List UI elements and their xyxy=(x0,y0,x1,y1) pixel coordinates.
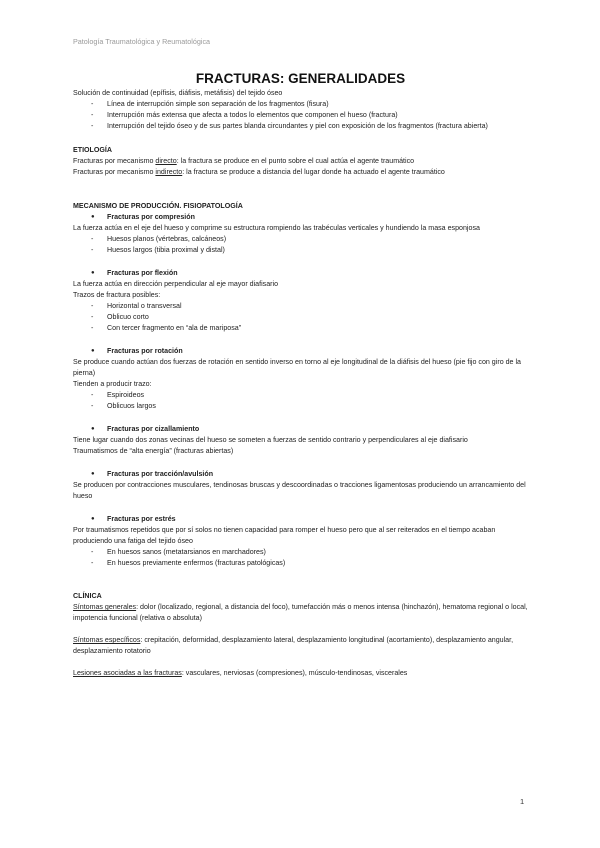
list-item: - Oblicuos largos xyxy=(91,401,528,412)
list-item: - Con tercer fragmento en “ala de mariposa” xyxy=(91,323,528,334)
page-number: 1 xyxy=(520,797,525,806)
cizallamiento-text-2: Traumatismos de “alta energía” (fracturas abiertas) xyxy=(73,447,234,455)
document-title: FRACTURAS: GENERALIDADES xyxy=(195,71,406,86)
traccion-heading: ● Fracturas por tracción/avulsión xyxy=(91,470,214,478)
rotacion-list xyxy=(73,390,528,412)
list-item: - Huesos largos (tibia proximal y distal) xyxy=(91,245,528,256)
list-item: - Espiroideos xyxy=(91,390,528,401)
intro-paragraph: Solución de continuidad (epífisis, diáfisis, metáfisis) del tejido óseo xyxy=(73,89,283,97)
bullet-icon: ● xyxy=(91,426,95,432)
mecanismo-heading: MECANISMO DE PRODUCCIÓN. FISIOPATOLOGÍA xyxy=(73,202,243,210)
list-item: - Horizontal o transversal xyxy=(91,301,528,312)
estres-list xyxy=(73,547,528,569)
cizallamiento-heading: ● Fracturas por cizallamiento xyxy=(91,425,200,433)
etiologia-direct: Fracturas por mecanismo directo: la fractura se produce en el punto sobre el cual actúa el agente traumático xyxy=(73,157,415,165)
flexion-text-2: Trazos de fractura posibles: xyxy=(73,291,161,299)
rotacion-text-2: Tienden a producir trazo: xyxy=(73,380,152,388)
list-item: - Huesos planos (vértebras, calcáneos) xyxy=(91,234,528,245)
list-item: - En huesos sanos (metatarsianos en marchadores) xyxy=(91,547,528,558)
list-item: - Línea de interrupción simple son separación de los fragmentos (fisura) xyxy=(91,99,528,110)
clinica-heading: CLÍNICA xyxy=(73,592,102,600)
cizallamiento-text: Tiene lugar cuando dos zonas vecinas del hueso se someten a fuerzas de sentido contrario y perpendiculares al eje diafisario xyxy=(73,436,468,444)
clinica-lesiones: Lesiones asociadas a las fracturas: vasculares, nerviosas (compresiones), músculo-tendinosas, viscerales xyxy=(73,669,408,677)
compresion-heading: ● Fracturas por compresión xyxy=(91,213,195,221)
flexion-text: La fuerza actúa en dirección perpendicular al eje mayor diafisario xyxy=(73,280,279,288)
list-item: - Interrupción del tejido óseo y de sus partes blanda circundantes y piel con exposición de los fragmentos (fractura abierta) xyxy=(91,121,528,132)
rotacion-text: Se produce cuando actúan dos fuerzas de rotación en sentido inverso en torno al eje longitudinal de la diáfisis del hueso (pie fijo con giro de la pierna) xyxy=(73,358,521,377)
running-header: Patología Traumatológica y Reumatológica xyxy=(73,37,211,46)
list-item: - Interrupción más extensa que afecta a todos lo elementos que componen el hueso (fractura) xyxy=(91,110,528,121)
underlined-term: Síntomas generales xyxy=(73,603,137,611)
list-item: - Oblicuo corto xyxy=(91,312,528,323)
underlined-term: directo xyxy=(155,157,177,165)
bullet-icon: ● xyxy=(91,348,95,354)
clinica-especificos: Síntomas específicos: crepitación, deformidad, desplazamiento lateral, desplazamiento longitudinal (acortamiento), desplazamiento angular, desplazamiento rotatorio xyxy=(73,636,514,655)
bullet-icon: ● xyxy=(91,270,95,276)
estres-heading: ● Fracturas por estrés xyxy=(91,515,176,523)
clinica-generales: Síntomas generales: dolor (localizado, regional, a distancia del foco), tumefacción más o menos intensa (hinchazón), hematoma regional o local, impotencia funcional (relativa o absoluta) xyxy=(73,603,528,622)
flexion-list xyxy=(73,301,528,334)
intro-list xyxy=(73,99,528,132)
underlined-term: Lesiones asociadas a las fracturas xyxy=(73,669,182,677)
rotacion-heading: ● Fracturas por rotación xyxy=(91,347,183,355)
estres-text: Por traumatismos repetidos que por sí solos no tienen capacidad para romper el hueso pero que al ser reiterados en el tiempo acaban produciendo una fatiga del tejido óseo xyxy=(73,526,496,545)
underlined-term: indirecto xyxy=(155,168,183,176)
bullet-icon: ● xyxy=(91,516,95,522)
bullet-icon: ● xyxy=(91,471,95,477)
underlined-term: Síntomas específicos xyxy=(73,636,141,644)
compresion-text: La fuerza actúa en el eje del hueso y comprime su estructura rompiendo las trabéculas verticales y hundiendo la masa esponjosa xyxy=(73,224,480,232)
etiologia-heading: ETIOLOGÍA xyxy=(73,146,113,154)
bullet-icon: ● xyxy=(91,214,95,220)
document-body xyxy=(73,70,528,679)
flexion-heading: ● Fracturas por flexión xyxy=(91,269,178,277)
etiologia-indirect: Fracturas por mecanismo indirecto: la fractura se produce a distancia del lugar donde ha actuado el agente traumático xyxy=(73,168,445,176)
traccion-text: Se producen por contracciones musculares, tendinosas bruscas y descoordinadas o tracciones ligamentosas produciendo un arrancamiento del hueso xyxy=(73,481,526,500)
compresion-list xyxy=(73,234,528,256)
list-item: - En huesos previamente enfermos (fracturas patológicas) xyxy=(91,558,528,569)
